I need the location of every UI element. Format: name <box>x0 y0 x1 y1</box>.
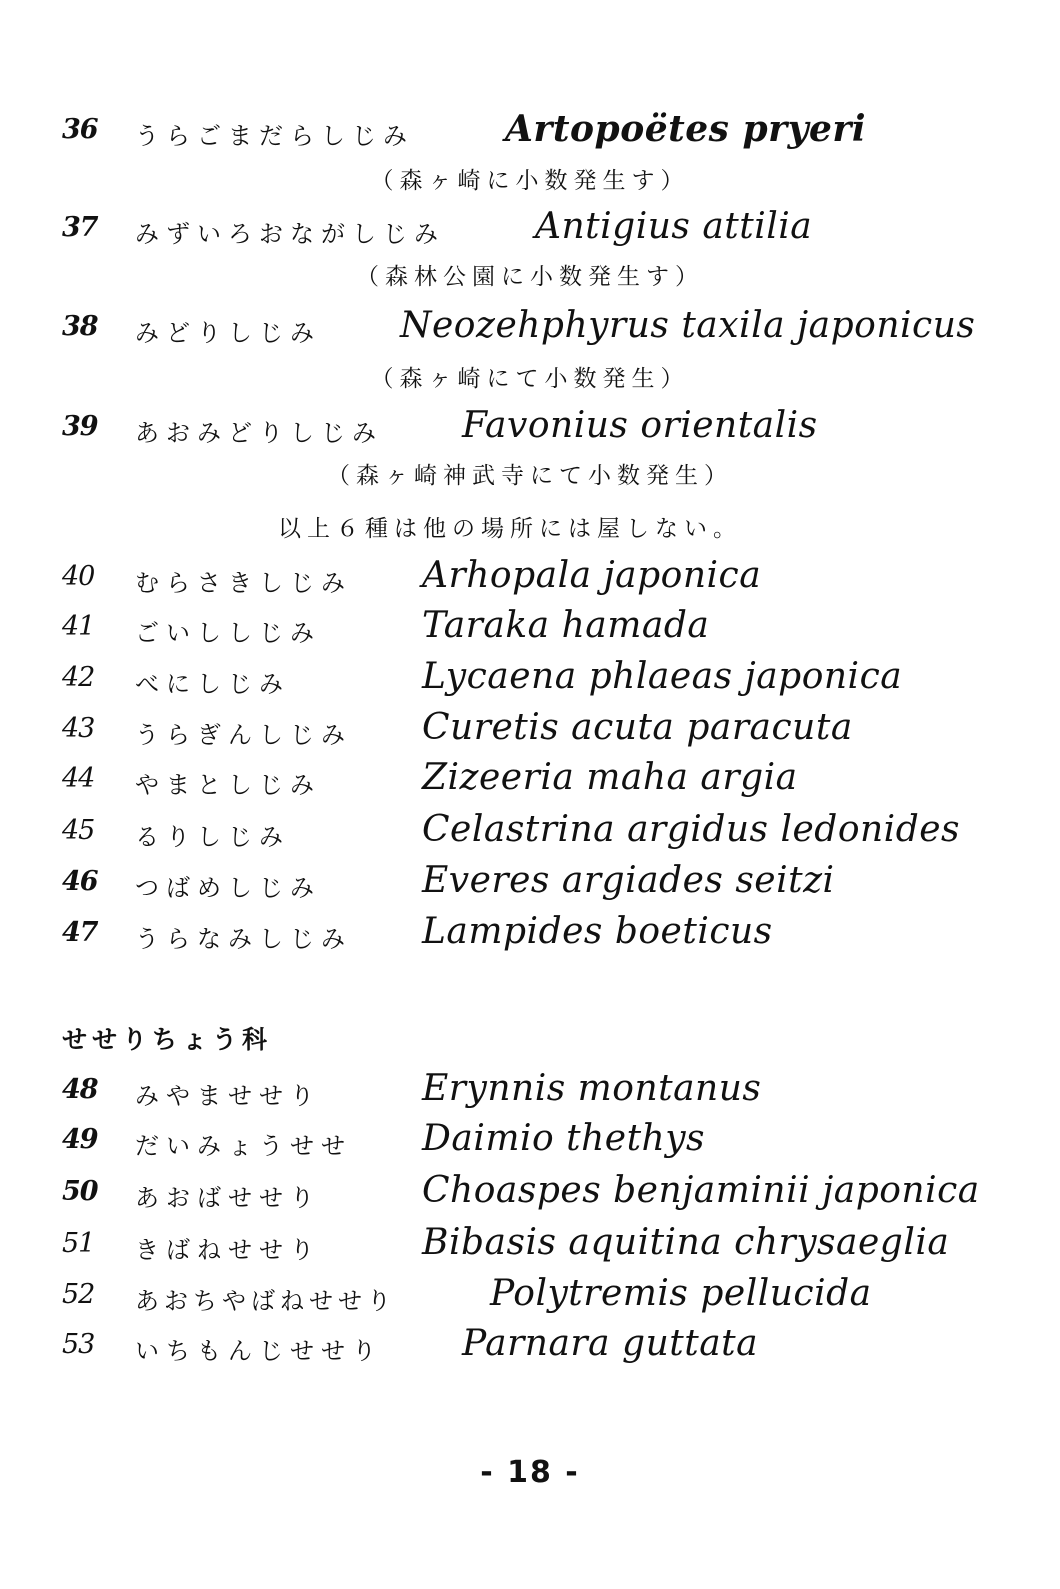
scientific-name: Erynnis montanus <box>422 1068 762 1109</box>
species-entry <box>0 809 1060 859</box>
species-entry <box>0 656 1060 706</box>
scientific-name: Taraka hamada <box>422 605 710 646</box>
occurrence-note: （森林公園に小数発生す） <box>356 264 704 290</box>
species-entry <box>0 605 1060 655</box>
family-heading: せせりちょう科 <box>62 1025 273 1054</box>
scientific-name: Lampides boeticus <box>422 911 773 952</box>
japanese-name: いちもんじせせり <box>135 1337 383 1365</box>
entry-number: 51 <box>62 1228 95 1259</box>
japanese-name: うらぎんしじみ <box>135 721 352 749</box>
species-entry <box>0 1222 1060 1272</box>
scientific-name: Polytremis pellucida <box>490 1273 872 1314</box>
species-entry <box>0 911 1060 961</box>
japanese-name: あおばせせり <box>135 1184 321 1212</box>
occurrence-note: （森ヶ崎に小数発生す） <box>370 168 690 194</box>
scientific-name: Bibasis aquitina chrysaeglia <box>422 1222 950 1263</box>
scientific-name: Daimio thethys <box>422 1118 706 1159</box>
entry-number: 42 <box>62 662 95 693</box>
entry-number: 50 <box>62 1176 98 1207</box>
entry-number: 47 <box>62 917 98 948</box>
scientific-name: Favonius orientalis <box>462 405 818 446</box>
species-entry <box>0 1273 1060 1323</box>
scientific-name: Arhopala japonica <box>422 555 762 596</box>
entry-number: 44 <box>62 763 95 794</box>
japanese-name: みやませせり <box>135 1082 321 1110</box>
entry-number: 52 <box>62 1279 95 1310</box>
japanese-name: あおみどりしじみ <box>135 419 383 447</box>
species-entry <box>0 555 1060 605</box>
species-entry <box>0 860 1060 910</box>
species-entry <box>0 305 1060 355</box>
species-entry <box>0 1323 1060 1373</box>
species-entry <box>0 206 1060 256</box>
japanese-name: やまとしじみ <box>135 771 321 799</box>
species-entry <box>0 707 1060 757</box>
species-entry <box>0 405 1060 455</box>
japanese-name: べにしじみ <box>135 670 290 698</box>
species-entry <box>0 1068 1060 1118</box>
entry-number: 45 <box>62 815 95 846</box>
entry-number: 38 <box>62 311 98 342</box>
japanese-name: きばねせせり <box>135 1236 321 1264</box>
species-entry <box>0 108 1060 158</box>
species-entry <box>0 1170 1060 1220</box>
japanese-name: つばめしじみ <box>135 874 321 902</box>
scientific-name: Zizeeria maha argia <box>422 757 798 798</box>
scientific-name: Antigius attilia <box>535 206 813 247</box>
entry-number: 36 <box>62 114 98 145</box>
page-number: - 18 - <box>480 1455 580 1490</box>
scientific-name: Parnara guttata <box>462 1323 759 1364</box>
entry-number: 39 <box>62 411 98 442</box>
scientific-name: Choaspes benjaminii japonica <box>422 1170 980 1211</box>
entry-number: 46 <box>62 866 98 897</box>
japanese-name: みどりしじみ <box>135 319 321 347</box>
entry-number: 40 <box>62 561 95 592</box>
entry-number: 53 <box>62 1329 95 1360</box>
japanese-name: うらなみしじみ <box>135 925 352 953</box>
scientific-name: Everes argiades seitzi <box>422 860 835 901</box>
species-entry <box>0 757 1060 807</box>
entry-number: 41 <box>62 611 95 642</box>
scientific-name: Curetis acuta paracuta <box>422 707 853 748</box>
japanese-name: みずいろおながしじみ <box>135 220 445 248</box>
scientific-name: Artopoëtes pryeri <box>505 108 867 150</box>
scientific-name: Lycaena phlaeas japonica <box>422 656 903 697</box>
entry-number: 43 <box>62 713 95 744</box>
scientific-name: Neozehphyrus taxila japonicus <box>400 305 976 346</box>
japanese-name: うらごまだらしじみ <box>135 122 414 150</box>
japanese-name: むらさきしじみ <box>135 569 352 597</box>
entry-number: 37 <box>62 212 98 243</box>
japanese-name: るりしじみ <box>135 823 290 851</box>
entry-number: 48 <box>62 1074 98 1105</box>
scientific-name: Celastrina argidus ledonides <box>422 809 961 850</box>
japanese-name: あおちやばねせせり <box>135 1287 396 1315</box>
japanese-name: ごいししじみ <box>135 619 321 647</box>
entry-number: 49 <box>62 1124 98 1155</box>
occurrence-note: （森ヶ崎神武寺にて小数発生） <box>327 463 733 489</box>
japanese-name: だいみょうせせ <box>135 1132 352 1160</box>
occurrence-note: （森ヶ崎にて小数発生） <box>370 366 690 392</box>
species-entry <box>0 1118 1060 1168</box>
summary-note: 以上６種は他の場所には屋しない。 <box>278 516 742 542</box>
